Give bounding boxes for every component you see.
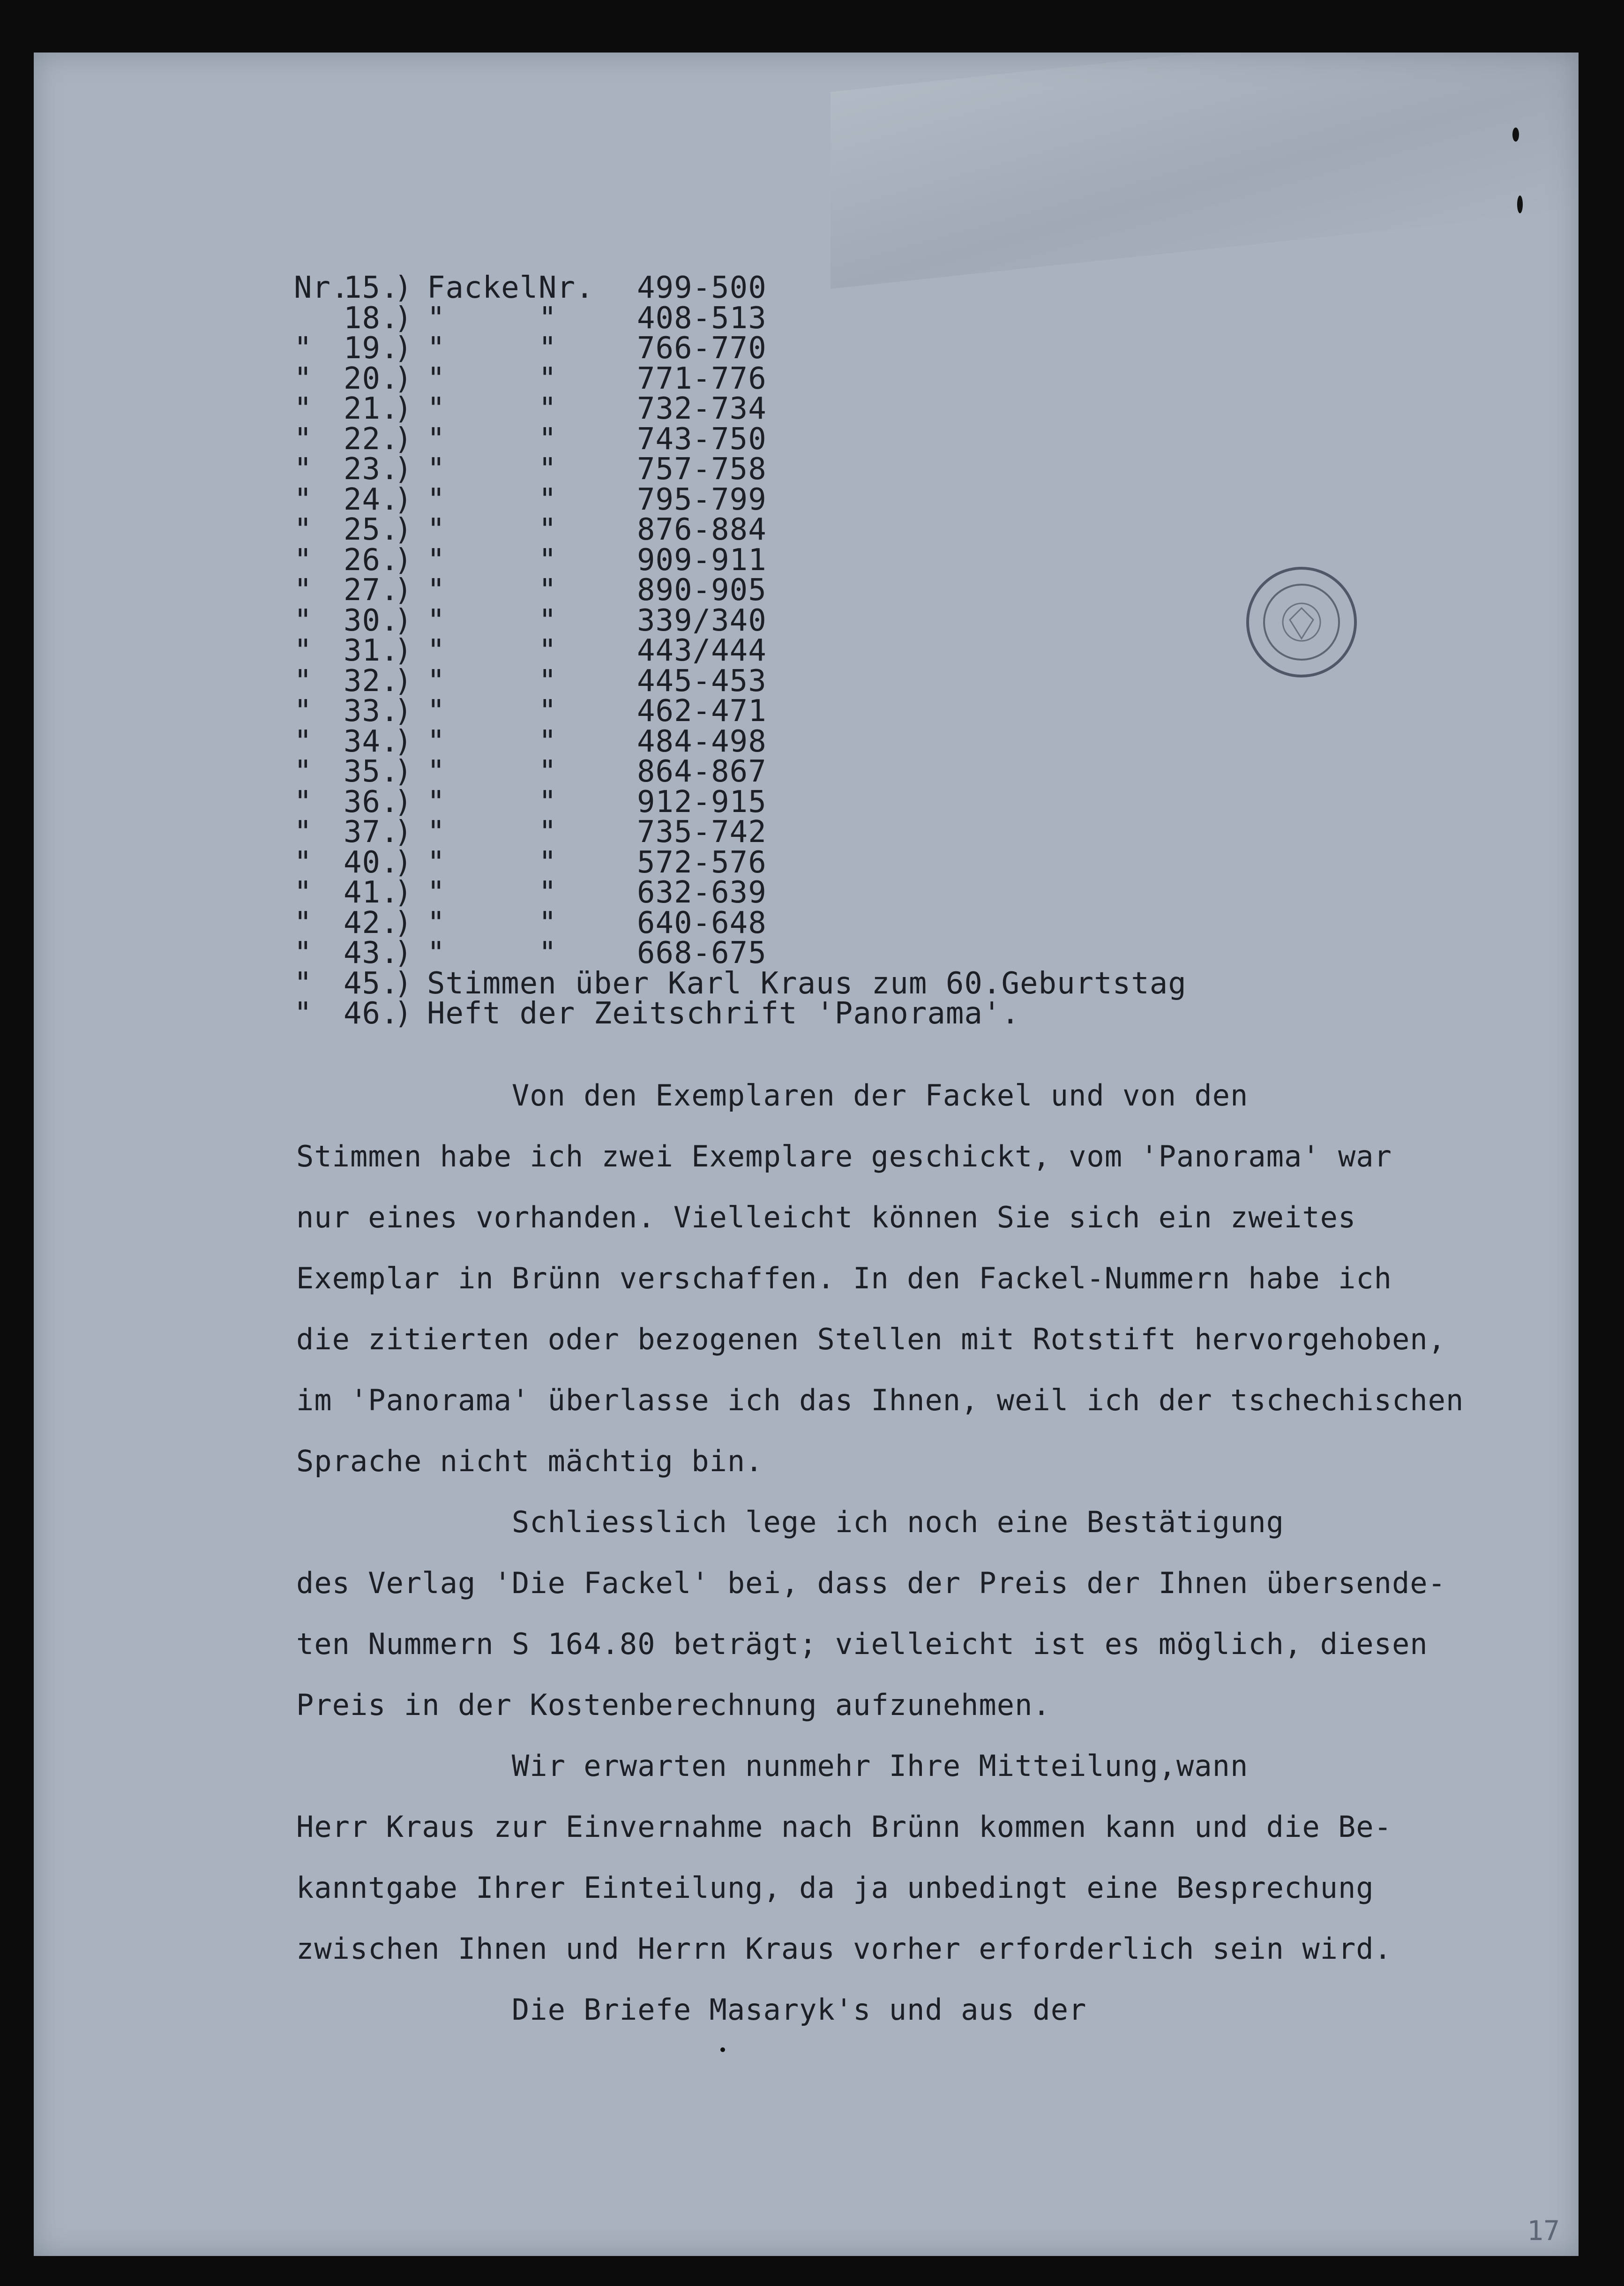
issue-nr: " xyxy=(539,391,557,426)
text-line: Preis in der Kostenberechnung aufzunehmen. xyxy=(296,1688,1051,1722)
text-line: Schliesslich lege ich noch eine Bestätigung xyxy=(296,1505,1284,1539)
issue-num: 33. xyxy=(344,694,399,729)
issue-num: 18. xyxy=(344,301,399,336)
issue-range: 909-911 xyxy=(637,542,767,578)
issue-nr: " xyxy=(539,754,557,789)
issue-bracket: ) xyxy=(394,905,413,940)
issue-row xyxy=(294,724,1187,759)
issue-range: 632-639 xyxy=(637,875,767,910)
issue-num: 22. xyxy=(344,421,399,457)
issue-row xyxy=(294,996,1187,1031)
issue-prefix: " xyxy=(294,845,313,880)
issue-bracket: ) xyxy=(394,724,413,759)
issue-num: 20. xyxy=(344,361,399,396)
issue-num: 43. xyxy=(344,936,399,970)
issue-list xyxy=(294,273,1187,1029)
issue-nr: " xyxy=(539,875,557,910)
issue-range: 445-453 xyxy=(637,663,767,699)
issue-prefix: " xyxy=(294,633,313,668)
issue-row xyxy=(294,542,1187,578)
issue-range: 890-905 xyxy=(637,573,767,608)
issue-row xyxy=(294,391,1187,426)
issue-range: 732-734 xyxy=(637,391,767,426)
issue-num: 19. xyxy=(344,331,399,366)
issue-pub: " xyxy=(427,331,446,366)
issue-range: 640-648 xyxy=(637,905,767,940)
issue-bracket: ) xyxy=(394,633,413,668)
issue-num: 35. xyxy=(344,754,399,789)
paragraph-mitteilung xyxy=(296,1736,1392,1979)
issue-pub: " xyxy=(427,663,446,699)
issue-bracket: ) xyxy=(394,603,413,638)
issue-pub: " xyxy=(427,512,446,547)
issue-prefix: " xyxy=(294,663,313,699)
issue-nr: " xyxy=(539,905,557,940)
issue-bracket: ) xyxy=(394,361,413,396)
issue-nr: Nr. xyxy=(539,271,594,305)
issue-prefix: " xyxy=(294,512,313,547)
issue-bracket: ) xyxy=(394,452,413,487)
issue-pub: Fackel xyxy=(427,271,539,305)
text-line: nur eines vorhanden. Vielleicht können Sie sich ein zweites xyxy=(296,1200,1356,1234)
document-page xyxy=(34,53,1579,2256)
issue-bracket: ) xyxy=(394,542,413,578)
issue-bracket: ) xyxy=(394,875,413,910)
issue-nr: " xyxy=(539,603,557,638)
issue-prefix: " xyxy=(294,331,313,366)
issue-pub: " xyxy=(427,875,446,910)
issue-pub: " xyxy=(427,391,446,426)
text-line: Stimmen habe ich zwei Exemplare geschickt, vom 'Panorama' war xyxy=(296,1139,1392,1173)
issue-bracket: ) xyxy=(394,391,413,426)
text-line: Von den Exemplaren der Fackel und von den xyxy=(296,1078,1249,1113)
text-line: Die Briefe Masaryk's und aus der xyxy=(296,1993,1087,2027)
issue-bracket: ) xyxy=(394,694,413,729)
issue-bracket: ) xyxy=(394,301,413,336)
issue-pub: " xyxy=(427,694,446,729)
issue-note: Heft der Zeitschrift 'Panorama'. xyxy=(427,996,1020,1031)
issue-pub: " xyxy=(427,936,446,970)
paragraph-bestaetigung xyxy=(296,1492,1446,1736)
issue-prefix: " xyxy=(294,421,313,457)
text-line: die zitierten oder bezogenen Stellen mit Rotstift hervorgehoben, xyxy=(296,1322,1446,1356)
text-line: Herr Kraus zur Einvernahme nach Brünn kommen kann und die Be- xyxy=(296,1810,1392,1844)
issue-num: 27. xyxy=(344,573,399,608)
issue-range: 771-776 xyxy=(637,361,767,396)
issue-range: 339/340 xyxy=(637,603,767,638)
issue-row xyxy=(294,817,1187,848)
issue-row xyxy=(294,938,1187,969)
issue-num: 36. xyxy=(344,784,399,820)
issue-row xyxy=(294,273,1187,303)
issue-bracket: ) xyxy=(394,663,413,699)
issue-prefix: " xyxy=(294,361,313,396)
issue-num: 45. xyxy=(344,966,399,1001)
issue-nr: " xyxy=(539,421,557,457)
issue-row xyxy=(294,754,1187,789)
issue-pub: " xyxy=(427,633,446,668)
issue-prefix: " xyxy=(294,542,313,578)
issue-num: 30. xyxy=(344,603,399,638)
issue-num: 21. xyxy=(344,391,399,426)
issue-num: 41. xyxy=(344,875,399,910)
issue-pub: " xyxy=(427,421,446,457)
issue-bracket: ) xyxy=(394,421,413,457)
issue-num: 42. xyxy=(344,905,399,940)
issue-range: 864-867 xyxy=(637,754,767,789)
issue-row xyxy=(294,603,1187,638)
issue-nr: " xyxy=(539,663,557,699)
issue-pub: " xyxy=(427,573,446,608)
issue-bracket: ) xyxy=(394,271,413,305)
paragraph-exemplare xyxy=(296,1065,1464,1492)
issue-row xyxy=(294,512,1187,547)
issue-pub: " xyxy=(427,905,446,940)
issue-prefix: " xyxy=(294,754,313,789)
issue-nr: " xyxy=(539,512,557,547)
issue-range: 795-799 xyxy=(637,482,767,517)
issue-num: 15. xyxy=(344,271,399,305)
issue-pub: " xyxy=(427,724,446,759)
ink-mark xyxy=(1512,128,1519,142)
issue-range: 743-750 xyxy=(637,421,767,457)
text-line: Sprache nicht mächtig bin. xyxy=(296,1444,763,1478)
text-line: des Verlag 'Die Fackel' bei, dass der Preis der Ihnen übersende- xyxy=(296,1566,1446,1600)
issue-num: 40. xyxy=(344,845,399,880)
issue-nr: " xyxy=(539,452,557,487)
issue-range: 408-513 xyxy=(637,301,767,336)
issue-nr: " xyxy=(539,301,557,336)
issue-prefix: " xyxy=(294,391,313,426)
issue-bracket: ) xyxy=(394,815,413,850)
issue-range: 668-675 xyxy=(637,936,767,970)
issue-num: 37. xyxy=(344,815,399,850)
issue-pub: " xyxy=(427,845,446,880)
issue-pub: " xyxy=(427,754,446,789)
issue-pub: " xyxy=(427,603,446,638)
issue-nr: " xyxy=(539,542,557,578)
issue-nr: " xyxy=(539,724,557,759)
archive-seal-icon xyxy=(1243,564,1360,681)
issue-nr: " xyxy=(539,633,557,668)
issue-row xyxy=(294,696,1187,727)
issue-nr: " xyxy=(539,784,557,820)
text-line: im 'Panorama' überlasse ich das Ihnen, weil ich der tschechischen xyxy=(296,1383,1464,1417)
issue-num: 26. xyxy=(344,542,399,578)
issue-prefix: " xyxy=(294,905,313,940)
text-line: Wir erwarten nunmehr Ihre Mitteilung,wann xyxy=(296,1749,1249,1783)
issue-num: 32. xyxy=(344,663,399,699)
issue-row xyxy=(294,633,1187,668)
issue-prefix: " xyxy=(294,452,313,487)
text-line: zwischen Ihnen und Herrn Kraus vorher erforderlich sein wird. xyxy=(296,1932,1392,1966)
issue-nr: " xyxy=(539,361,557,396)
issue-bracket: ) xyxy=(394,996,413,1031)
issue-row xyxy=(294,575,1187,606)
issue-range: 484-498 xyxy=(637,724,767,759)
issue-row xyxy=(294,482,1187,517)
issue-pub: " xyxy=(427,815,446,850)
paper-fold xyxy=(831,53,1579,289)
issue-num: 24. xyxy=(344,482,399,517)
issue-range: 912-915 xyxy=(637,784,767,820)
issue-num: 34. xyxy=(344,724,399,759)
text-line: Exemplar in Brünn verschaffen. In den Fackel-Nummern habe ich xyxy=(296,1261,1392,1295)
issue-range: 443/444 xyxy=(637,633,767,668)
issue-pub: " xyxy=(427,452,446,487)
issue-bracket: ) xyxy=(394,936,413,970)
issue-bracket: ) xyxy=(394,512,413,547)
text-line: ten Nummern S 164.80 beträgt; vielleicht ist es möglich, diesen xyxy=(296,1627,1428,1661)
issue-range: 757-758 xyxy=(637,452,767,487)
issue-range: 572-576 xyxy=(637,845,767,880)
issue-nr: " xyxy=(539,936,557,970)
issue-row xyxy=(294,303,1187,334)
issue-prefix: " xyxy=(294,573,313,608)
issue-num: 31. xyxy=(344,633,399,668)
issue-nr: " xyxy=(539,815,557,850)
issue-row xyxy=(294,663,1187,699)
issue-row xyxy=(294,845,1187,880)
issue-bracket: ) xyxy=(394,784,413,820)
issue-num: 23. xyxy=(344,452,399,487)
issue-pub: " xyxy=(427,361,446,396)
issue-pub: " xyxy=(427,542,446,578)
issue-row xyxy=(294,454,1187,485)
text-line: kanntgabe Ihrer Einteilung, da ja unbedingt eine Besprechung xyxy=(296,1871,1374,1905)
issue-range: 766-770 xyxy=(637,331,767,366)
issue-row xyxy=(294,966,1187,1001)
issue-bracket: ) xyxy=(394,482,413,517)
issue-prefix: " xyxy=(294,724,313,759)
issue-range: 876-884 xyxy=(637,512,767,547)
issue-bracket: ) xyxy=(394,754,413,789)
ink-dot xyxy=(720,2047,725,2052)
issue-pub: " xyxy=(427,784,446,820)
issue-prefix: " xyxy=(294,603,313,638)
issue-row xyxy=(294,361,1187,396)
issue-bracket: ) xyxy=(394,573,413,608)
issue-pub: " xyxy=(427,482,446,517)
issue-row xyxy=(294,333,1187,364)
issue-prefix: " xyxy=(294,875,313,910)
issue-nr: " xyxy=(539,845,557,880)
issue-bracket: ) xyxy=(394,331,413,366)
issue-range: 499-500 xyxy=(637,271,767,305)
ink-mark xyxy=(1517,196,1523,213)
issue-nr: " xyxy=(539,573,557,608)
issue-row xyxy=(294,421,1187,457)
issue-note: Stimmen über Karl Kraus zum 60.Geburtstag xyxy=(427,966,1187,1001)
issue-num: 46. xyxy=(344,996,399,1031)
paragraph-briefe xyxy=(296,1979,1086,2040)
issue-bracket: ) xyxy=(394,845,413,880)
issue-prefix: " xyxy=(294,482,313,517)
issue-pub: " xyxy=(427,301,446,336)
issue-prefix: " xyxy=(294,815,313,850)
issue-prefix: " xyxy=(294,694,313,729)
issue-row xyxy=(294,784,1187,820)
issue-row xyxy=(294,905,1187,940)
issue-num: 25. xyxy=(344,512,399,547)
issue-row xyxy=(294,875,1187,910)
issue-range: 735-742 xyxy=(637,815,767,850)
issue-nr: " xyxy=(539,331,557,366)
issue-prefix: " xyxy=(294,784,313,820)
issue-bracket: ) xyxy=(394,966,413,1001)
issue-prefix: " xyxy=(294,966,313,1001)
issue-nr: " xyxy=(539,694,557,729)
issue-prefix xyxy=(294,303,344,334)
issue-prefix: Nr. xyxy=(294,271,350,305)
issue-nr: " xyxy=(539,482,557,517)
page-number: 17 xyxy=(1527,2215,1560,2247)
issue-prefix: " xyxy=(294,996,313,1031)
issue-prefix: " xyxy=(294,936,313,970)
issue-range: 462-471 xyxy=(637,694,767,729)
